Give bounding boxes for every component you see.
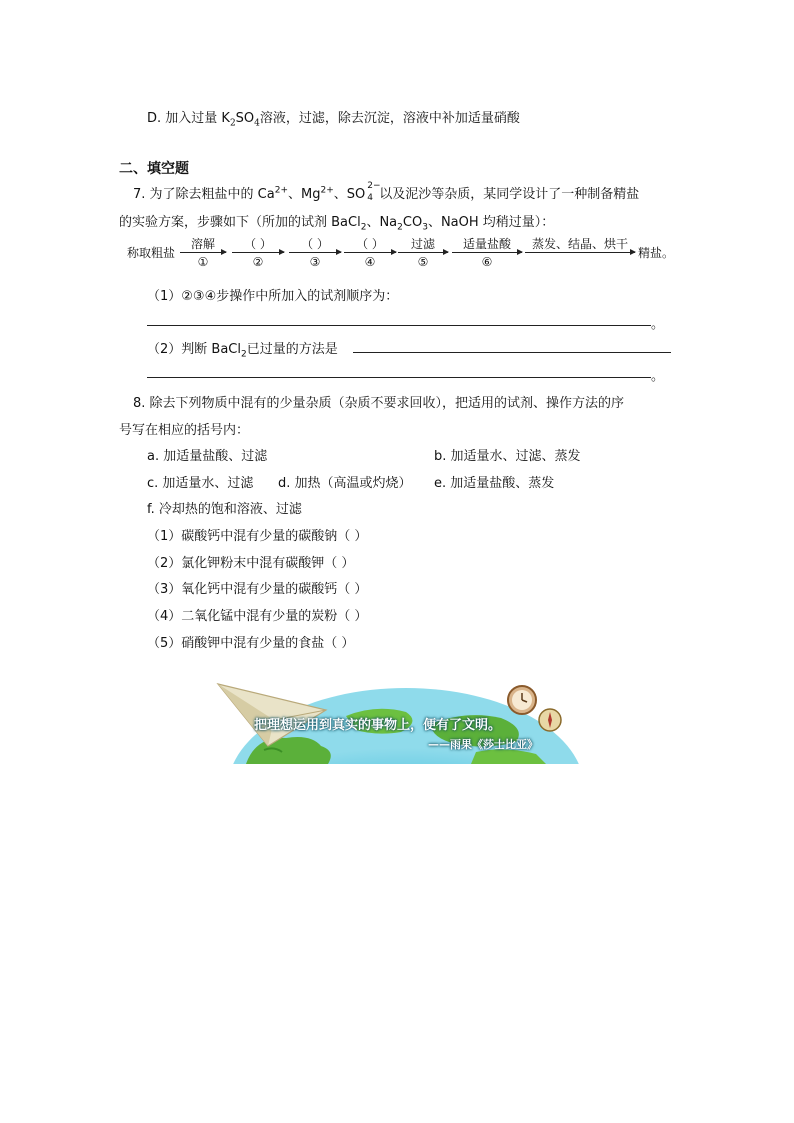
q8-item: （4）二氧化锰中混有少量的炭粉（ ） bbox=[147, 609, 368, 624]
q7-sub2 bbox=[147, 338, 338, 360]
q7-text: （2）判断 BaCl bbox=[147, 342, 241, 357]
flow-step-label: （ ） bbox=[244, 237, 272, 251]
subscript: 2 bbox=[397, 222, 403, 233]
flow-end: 精盐。 bbox=[638, 246, 675, 260]
option-d-text: 溶液，过滤，除去沉淀，溶液中补加适量硝酸 bbox=[259, 111, 520, 126]
flow-step-number: ① bbox=[197, 255, 209, 269]
flow-step-number: ⑤ bbox=[417, 255, 429, 269]
option-d-text: SO bbox=[235, 111, 255, 126]
subscript: 4 bbox=[254, 118, 260, 129]
subscript: 2 bbox=[229, 118, 236, 129]
option-a: a. 加适量盐酸、过滤 bbox=[147, 449, 268, 464]
option-e: e. 加适量盐酸、蒸发 bbox=[434, 476, 555, 491]
flow-step-number: ③ bbox=[309, 255, 321, 269]
subscript: 4 bbox=[367, 193, 373, 203]
flow-step-number: ④ bbox=[364, 255, 376, 269]
ion-charge bbox=[365, 181, 381, 203]
superscript: 2− bbox=[367, 181, 381, 191]
flow-step-label: 过滤 bbox=[410, 237, 435, 251]
q7-text: 7. 为了除去粗盐中的 Ca bbox=[133, 187, 275, 202]
flow-arrow bbox=[525, 252, 635, 253]
subscript: 2 bbox=[360, 222, 367, 233]
q7-text: 、SO bbox=[333, 187, 366, 202]
option-b: b. 加适量水、过滤、蒸发 bbox=[434, 449, 581, 464]
quote-banner bbox=[216, 676, 588, 764]
q7-text: 以及泥沙等杂质，某同学设计了一种制备精盐 bbox=[379, 187, 640, 202]
q8-item: （5）硝酸钾中混有少量的食盐（ ） bbox=[147, 636, 355, 651]
subscript: 2 bbox=[240, 349, 247, 360]
flow-step-label: （ ） bbox=[356, 237, 384, 251]
flow-step-label: 适量盐酸 bbox=[462, 237, 511, 251]
section-title: 二、填空题 bbox=[119, 161, 189, 177]
period: 。 bbox=[651, 317, 665, 332]
flow-arrow bbox=[180, 252, 226, 253]
flow-arrow bbox=[289, 252, 341, 253]
answer-blank[interactable] bbox=[147, 377, 651, 378]
q7-text: CO bbox=[402, 215, 423, 230]
option-d-text: D. 加入过量 K bbox=[147, 111, 230, 126]
q7-text: 的实验方案，步骤如下（所加的试剂 BaCl bbox=[119, 215, 361, 230]
flow-step-label: 溶解 bbox=[190, 237, 215, 251]
q8-line2: 号写在相应的括号内： bbox=[119, 423, 250, 438]
option-d: d. 加热（高温或灼烧） bbox=[278, 476, 412, 491]
q7-text: 、Na bbox=[366, 215, 398, 230]
q7-text: 已过量的方法是 bbox=[246, 342, 338, 357]
q7-text: 、NaOH 均稍过量）： bbox=[427, 215, 555, 230]
q7-line1 bbox=[133, 183, 639, 202]
flow-arrow bbox=[344, 252, 396, 253]
q8-item: （3）氧化钙中混有少量的碳酸钙（ ） bbox=[147, 582, 368, 597]
q7-text: 、Mg bbox=[288, 187, 321, 202]
option-d bbox=[147, 107, 520, 129]
flow-arrow bbox=[398, 252, 448, 253]
option-f: f. 冷却热的饱和溶液、过滤 bbox=[147, 502, 302, 517]
option-c: c. 加适量水、过滤 bbox=[147, 476, 254, 491]
q7-line2 bbox=[119, 211, 555, 233]
period: 。 bbox=[651, 369, 665, 384]
flow-arrow bbox=[452, 252, 522, 253]
superscript: 2+ bbox=[274, 185, 288, 196]
flow-start: 称取粗盐 bbox=[127, 246, 176, 260]
flow-step-label: （ ） bbox=[301, 237, 329, 251]
flow-arrow bbox=[232, 252, 284, 253]
clock-icon bbox=[508, 686, 536, 714]
answer-blank[interactable] bbox=[147, 325, 651, 326]
subscript: 3 bbox=[422, 222, 428, 233]
flow-step-label: 蒸发、结晶、烘干 bbox=[531, 237, 628, 251]
flow-step-number: ⑥ bbox=[481, 255, 493, 269]
answer-blank[interactable] bbox=[353, 352, 671, 353]
q8-line1: 8. 除去下列物质中混有的少量杂质（杂质不要求回收），把适用的试剂、操作方法的序 bbox=[133, 396, 625, 411]
q8-item: （2）氯化钾粉末中混有碳酸钾（ ） bbox=[147, 556, 355, 571]
banner-quote: 把理想运用到真实的事物上，便有了文明。 bbox=[254, 718, 502, 733]
flow-step-number: ② bbox=[252, 255, 264, 269]
q7-sub1: （1）②③④步操作中所加入的试剂顺序为： bbox=[147, 289, 399, 304]
compass-icon bbox=[539, 709, 561, 731]
banner-author: ——雨果《莎士比亚》 bbox=[428, 738, 538, 751]
q8-item: （1）碳酸钙中混有少量的碳酸钠（ ） bbox=[147, 529, 368, 544]
superscript: 2+ bbox=[320, 185, 334, 196]
